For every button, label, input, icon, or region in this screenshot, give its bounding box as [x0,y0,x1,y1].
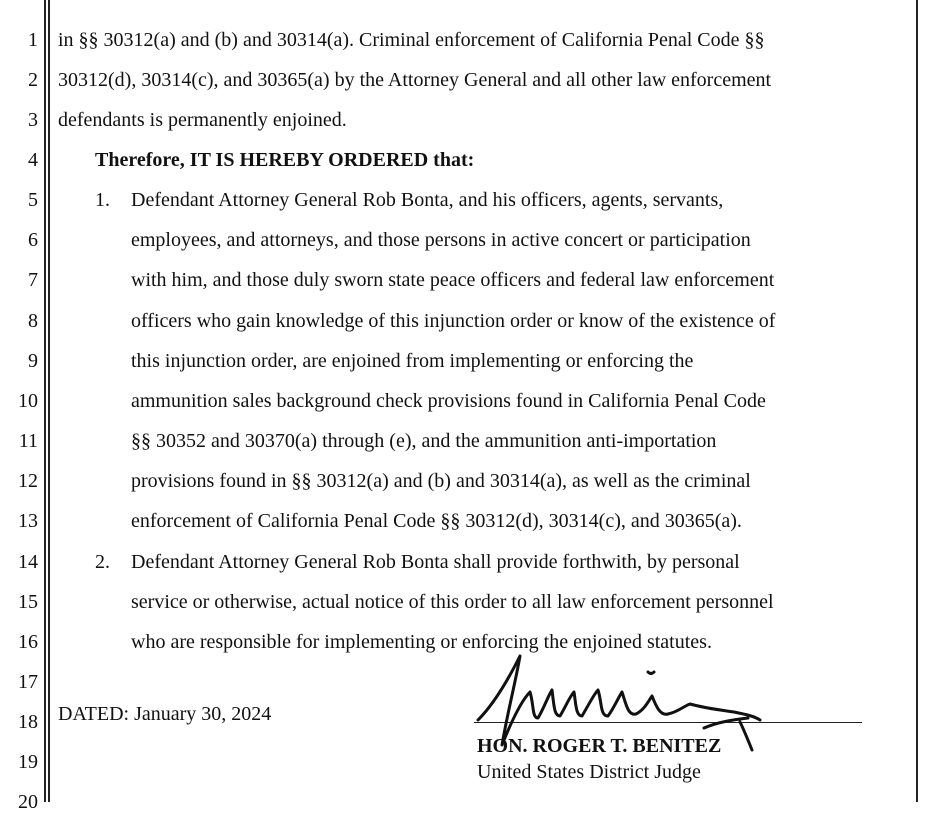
paragraph-line: 30312(d), 30314(c), and 30365(a) by the Attorney General and all other law enforcement [58,69,772,91]
line-number: 4 [28,149,38,171]
line-number: 12 [18,470,38,492]
line-number: 8 [28,310,38,332]
line-number: 16 [18,631,38,653]
judge-name: HON. ROGER T. BENITEZ [477,735,722,757]
order-heading: Therefore, IT IS HEREBY ORDERED that: [95,149,475,171]
order-item-line: service or otherwise, actual notice of this order to all law enforcement personnel [131,591,774,613]
order-item-number: 1. [95,189,110,211]
order-item-line: this injunction order, are enjoined from implementing or enforcing the [131,350,694,372]
right-margin-rule [916,0,918,802]
line-number: 6 [28,229,38,251]
order-item-line: Defendant Attorney General Rob Bonta shall provide forthwith, by personal [131,551,740,573]
order-item-line: §§ 30352 and 30370(a) through (e), and the ammunition anti-importation [131,430,717,452]
line-number: 1 [28,29,38,51]
line-number: 17 [18,671,38,693]
line-number: 3 [28,109,38,131]
left-margin-rule-outer [44,0,46,802]
order-item-line: employees, and attorneys, and those persons in active concert or participation [131,229,751,251]
order-item-number: 2. [95,551,110,573]
line-number: 14 [18,551,38,573]
line-number: 10 [18,390,38,412]
line-number: 13 [18,510,38,532]
line-number: 9 [28,350,38,372]
line-number: 19 [18,751,38,773]
order-item-line: Defendant Attorney General Rob Bonta, and his officers, agents, servants, [131,189,724,211]
line-number: 7 [28,269,38,291]
judge-title: United States District Judge [477,761,701,783]
line-number: 20 [18,791,38,813]
paragraph-line: defendants is permanently enjoined. [58,109,347,131]
order-item-line: ammunition sales background check provisions found in California Penal Code [131,390,766,412]
line-number: 5 [28,189,38,211]
line-number: 18 [18,711,38,733]
order-item-line: provisions found in §§ 30312(a) and (b) and 30314(a), as well as the criminal [131,470,751,492]
dated-line: DATED: January 30, 2024 [58,703,272,725]
line-number: 2 [28,69,38,91]
line-number: 11 [18,430,38,452]
order-item-line: officers who gain knowledge of this injunction order or know of the existence of [131,310,776,332]
order-item-line: enforcement of California Penal Code §§ 30312(d), 30314(c), and 30365(a). [131,510,742,532]
order-item-line: with him, and those duly sworn state peace officers and federal law enforcement [131,269,775,291]
line-number: 15 [18,591,38,613]
paragraph-line: in §§ 30312(a) and (b) and 30314(a). Criminal enforcement of California Penal Code §§ [58,29,765,51]
left-margin-rule-inner [48,0,50,802]
order-item-line: who are responsible for implementing or enforcing the enjoined statutes. [131,631,712,653]
